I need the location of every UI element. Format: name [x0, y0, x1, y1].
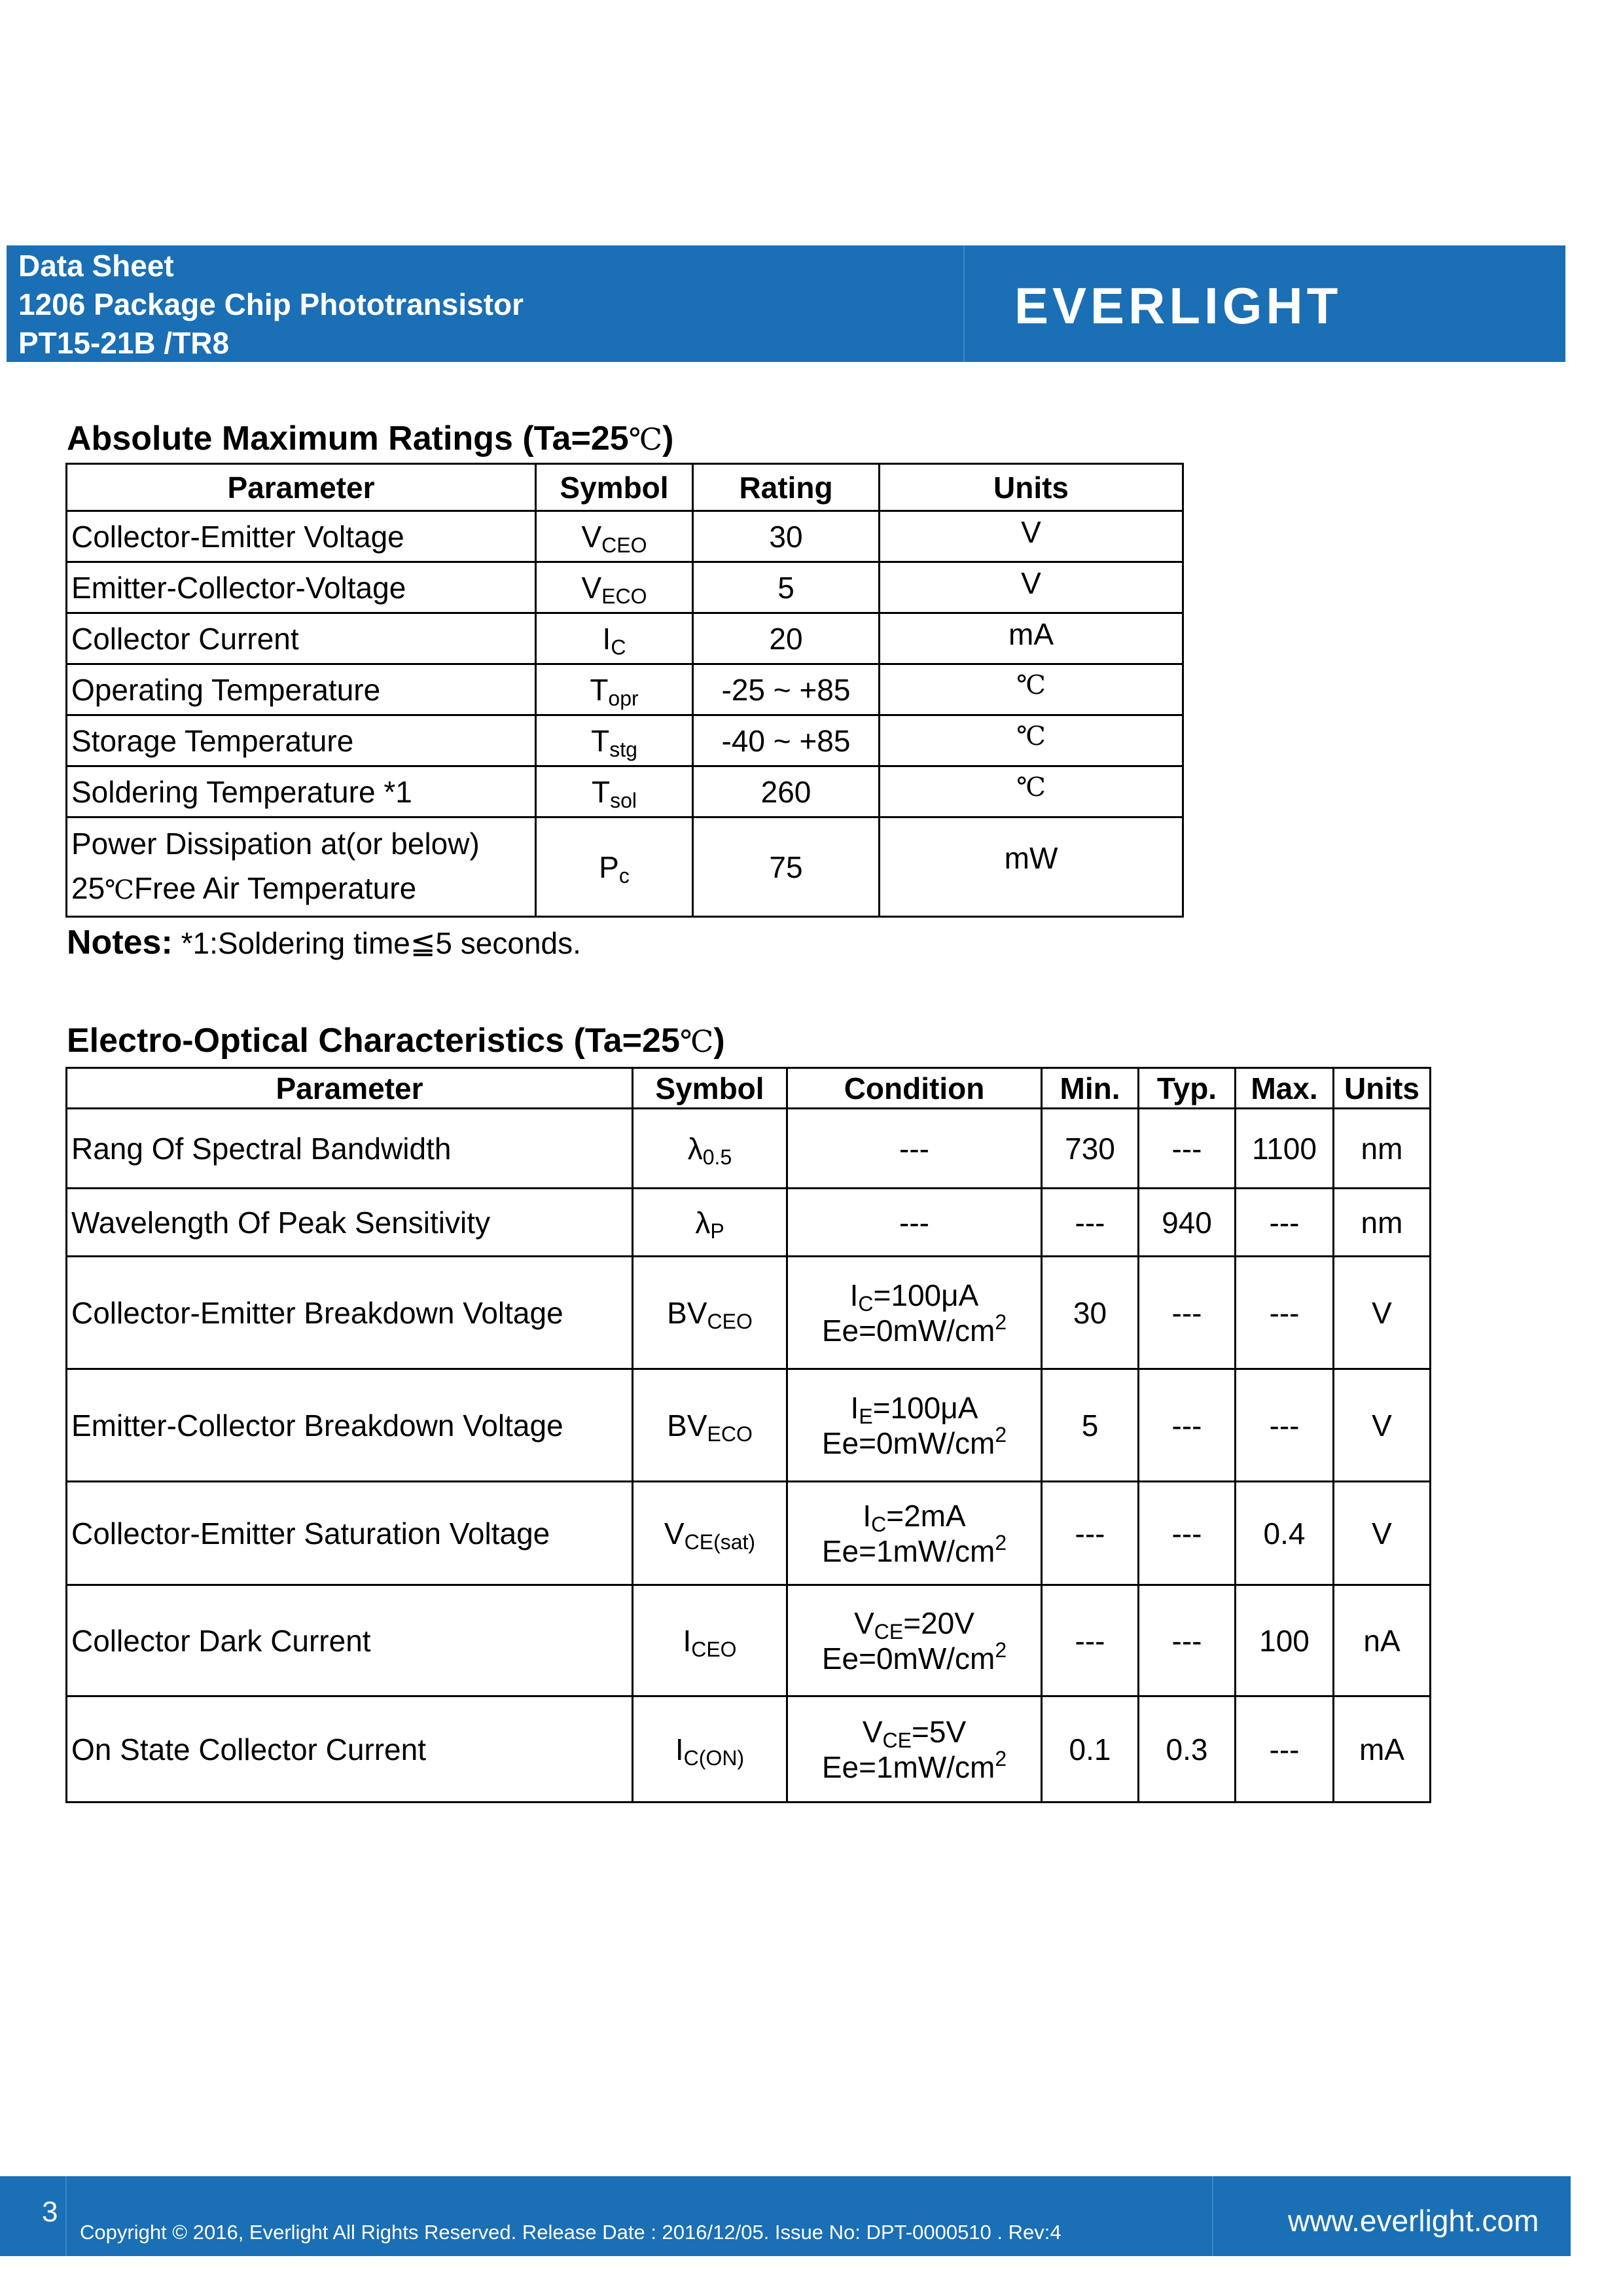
eoc-param: On State Collector Current	[67, 1696, 633, 1803]
amr-unit: ℃	[880, 715, 1183, 766]
header-title-block	[18, 247, 524, 363]
eoc-max: ---	[1236, 1696, 1334, 1803]
eoc-condition: $I_C=2mA$ $Ee=1mW/cm^2$	[787, 1482, 1042, 1585]
amr-symbol: $I_C$	[536, 613, 693, 664]
eoc-condition: ---	[787, 1109, 1042, 1189]
amr-rating: 260	[693, 766, 880, 817]
amr-param: Power Dissipation at(or below) 25℃Free Air Temperature	[67, 817, 536, 917]
notes-label: Notes:	[67, 924, 173, 961]
eoc-header-typ: Typ.	[1139, 1068, 1236, 1109]
eoc-typ: ---	[1139, 1369, 1236, 1482]
eoc-row	[67, 1585, 1431, 1696]
eoc-param: Wavelength Of Peak Sensitivity	[67, 1189, 633, 1257]
eoc-symbol: $\lambda_{0.5}$	[633, 1109, 787, 1189]
amr-rating: 20	[693, 613, 880, 664]
eoc-row	[67, 1482, 1431, 1585]
header-banner	[7, 245, 1565, 362]
eoc-condition: $I_E=100\mu A$ $Ee=0mW/cm^2$	[787, 1369, 1042, 1482]
amr-header-row	[67, 464, 1183, 511]
eoc-unit: nm	[1334, 1189, 1431, 1257]
eoc-unit: V	[1334, 1257, 1431, 1369]
eoc-row	[67, 1109, 1431, 1189]
eoc-symbol: $\lambda_P$	[633, 1189, 787, 1257]
eoc-symbol: $V_{CE(sat)}$	[633, 1482, 787, 1585]
amr-unit: V	[880, 562, 1183, 613]
amr-symbol: $V_{CEO}$	[536, 511, 693, 562]
everlight-logo: EVERLIGHT	[1014, 277, 1342, 334]
eoc-typ: ---	[1139, 1257, 1236, 1369]
page-number: 3	[42, 2196, 58, 2228]
eoc-row	[67, 1696, 1431, 1803]
eoc-typ: ---	[1139, 1109, 1236, 1189]
eoc-unit: nm	[1334, 1109, 1431, 1189]
eoc-max: 0.4	[1236, 1482, 1334, 1585]
eoc-symbol: $I_{CEO}$	[633, 1585, 787, 1696]
eoc-typ: ---	[1139, 1482, 1236, 1585]
eoc-header-units: Units	[1334, 1068, 1431, 1109]
eoc-min: 730	[1042, 1109, 1139, 1189]
amr-symbol: $T_{opr}$	[536, 664, 693, 715]
eoc-min: ---	[1042, 1189, 1139, 1257]
amr-header-units: Units	[880, 464, 1183, 511]
eoc-title: Electro-Optical Characteristics (Ta=25℃)	[67, 1022, 725, 1060]
eoc-max: 1100	[1236, 1109, 1334, 1189]
eoc-header-condition: Condition	[787, 1068, 1042, 1109]
eoc-row	[67, 1369, 1431, 1482]
amr-param: Soldering Temperature *1	[67, 766, 536, 817]
eoc-condition: $V_{CE}=20V$ $Ee=0mW/cm^2$	[787, 1585, 1042, 1696]
amr-rating: 75	[693, 817, 880, 917]
amr-unit: mW	[880, 817, 1183, 917]
footer-divider	[1212, 2176, 1213, 2256]
amr-header-symbol: Symbol	[536, 464, 693, 511]
eoc-param: Collector-Emitter Breakdown Voltage	[67, 1257, 633, 1369]
notes-text: *1:Soldering time≦5 seconds.	[181, 926, 581, 960]
eoc-symbol: $BV_{ECO}$	[633, 1369, 787, 1482]
eoc-min: 30	[1042, 1257, 1139, 1369]
notes	[67, 923, 581, 963]
eoc-min: ---	[1042, 1482, 1139, 1585]
part-number: PT15-21B /TR8	[18, 326, 230, 360]
eoc-header-parameter: Parameter	[67, 1068, 633, 1109]
amr-param: Emitter-Collector-Voltage	[67, 562, 536, 613]
eoc-min: 5	[1042, 1369, 1139, 1482]
eoc-unit: V	[1334, 1369, 1431, 1482]
eoc-condition: $I_C=100\mu A$ $Ee=0mW/cm^2$	[787, 1257, 1042, 1369]
eoc-param: Collector Dark Current	[67, 1585, 633, 1696]
amr-row	[67, 613, 1183, 664]
header-divider	[963, 245, 965, 362]
eoc-min: 0.1	[1042, 1696, 1139, 1803]
eoc-header-max: Max.	[1236, 1068, 1334, 1109]
amr-rating: -25 ~ +85	[693, 664, 880, 715]
eoc-row	[67, 1257, 1431, 1369]
amr-row	[67, 511, 1183, 562]
amr-header-rating: Rating	[693, 464, 880, 511]
eoc-row	[67, 1189, 1431, 1257]
amr-param: Collector-Emitter Voltage	[67, 511, 536, 562]
eoc-max: ---	[1236, 1257, 1334, 1369]
footer-divider	[65, 2176, 67, 2256]
amr-unit: ℃	[880, 664, 1183, 715]
eoc-header-symbol: Symbol	[633, 1068, 787, 1109]
product-description: 1206 Package Chip Phototransistor	[18, 287, 524, 321]
amr-table	[65, 463, 1184, 918]
eoc-unit: nA	[1334, 1585, 1431, 1696]
amr-param: Storage Temperature	[67, 715, 536, 766]
eoc-condition: ---	[787, 1189, 1042, 1257]
amr-row	[67, 664, 1183, 715]
eoc-header-row	[67, 1068, 1431, 1109]
doc-type: Data Sheet	[18, 249, 174, 283]
amr-symbol: $V_{ECO}$	[536, 562, 693, 613]
eoc-typ: 0.3	[1139, 1696, 1236, 1803]
footer-banner	[0, 2176, 1571, 2256]
amr-header-parameter: Parameter	[67, 464, 536, 511]
website-link[interactable]: www.everlight.com	[1288, 2204, 1539, 2238]
eoc-unit: V	[1334, 1482, 1431, 1585]
amr-row	[67, 562, 1183, 613]
amr-rating: -40 ~ +85	[693, 715, 880, 766]
amr-unit: ℃	[880, 766, 1183, 817]
amr-symbol: $P_c$	[536, 817, 693, 917]
amr-title: Absolute Maximum Ratings (Ta=25℃)	[67, 420, 674, 457]
eoc-symbol: $BV_{CEO}$	[633, 1257, 787, 1369]
amr-rating: 5	[693, 562, 880, 613]
amr-param: Operating Temperature	[67, 664, 536, 715]
eoc-param: Collector-Emitter Saturation Voltage	[67, 1482, 633, 1585]
eoc-max: ---	[1236, 1369, 1334, 1482]
eoc-max: ---	[1236, 1189, 1334, 1257]
amr-unit: V	[880, 511, 1183, 562]
amr-rating: 30	[693, 511, 880, 562]
amr-param: Collector Current	[67, 613, 536, 664]
eoc-typ: 940	[1139, 1189, 1236, 1257]
amr-symbol: $T_{stg}$	[536, 715, 693, 766]
amr-row	[67, 715, 1183, 766]
amr-row-power	[67, 817, 1183, 917]
eoc-param: Emitter-Collector Breakdown Voltage	[67, 1369, 633, 1482]
eoc-table	[65, 1067, 1431, 1803]
eoc-condition: $V_{CE}=5V$ $Ee=1mW/cm^2$	[787, 1696, 1042, 1803]
eoc-header-min: Min.	[1042, 1068, 1139, 1109]
eoc-min: ---	[1042, 1585, 1139, 1696]
eoc-param: Rang Of Spectral Bandwidth	[67, 1109, 633, 1189]
eoc-symbol: $I_{C(ON)}$	[633, 1696, 787, 1803]
eoc-typ: ---	[1139, 1585, 1236, 1696]
amr-symbol: $T_{sol}$	[536, 766, 693, 817]
eoc-unit: mA	[1334, 1696, 1431, 1803]
amr-row	[67, 766, 1183, 817]
eoc-max: 100	[1236, 1585, 1334, 1696]
copyright-text: Copyright © 2016, Everlight All Rights Reserved. Release Date : 2016/12/05. Issue No: DPT-0000510 . Rev:4	[80, 2221, 1061, 2244]
amr-unit: mA	[880, 613, 1183, 664]
